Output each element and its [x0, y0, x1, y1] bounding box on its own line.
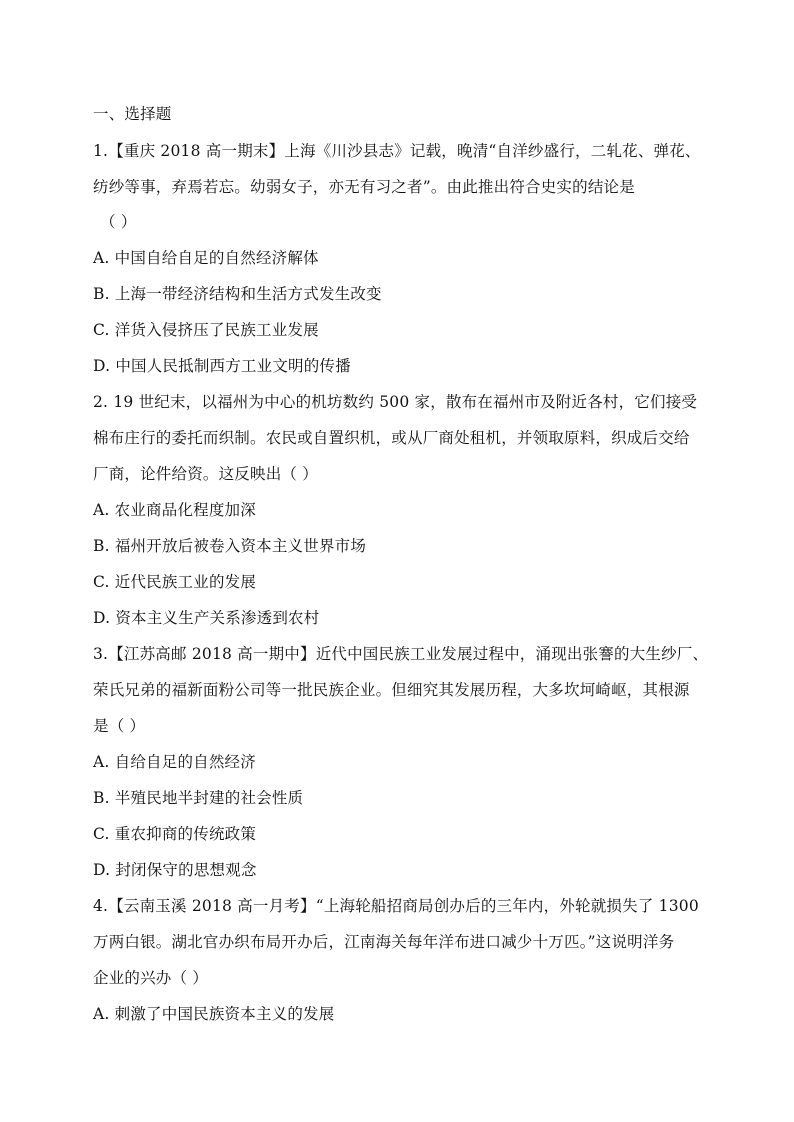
question-1-option-a: A. 中国自给自足的自然经济解体 [93, 249, 319, 267]
question-1-option-d: D. 中国人民抵制西方工业文明的传播 [93, 357, 351, 375]
question-3-option-a: A. 自给自足的自然经济 [93, 753, 256, 771]
question-1-option-c: C. 洋货入侵挤压了民族工业发展 [93, 321, 319, 339]
question-1-line-1: 1.【重庆 2018 高一期末】上海《川沙县志》记载，晚清“自洋纱盛行，二轧花、弹花、 [93, 142, 701, 160]
question-2-option-a: A. 农业商品化程度加深 [93, 501, 256, 519]
question-3-option-b: B. 半殖民地半封建的社会性质 [93, 789, 304, 807]
question-3-line-1: 3.【江苏高邮 2018 高一期中】近代中国民族工业发展过程中，涌现出张謇的大生纱厂、 [93, 645, 709, 663]
question-1-line-2: 纺纱等事，弃焉若忘。幼弱女子，亦无有习之者”。由此推出符合史实的结论是 [93, 178, 635, 196]
question-4-option-a: A. 刺激了中国民族资本主义的发展 [93, 1005, 335, 1023]
question-4-line-1: 4.【云南玉溪 2018 高一月考】“上海轮船招商局创办后的三年内，外轮就损失了 1300 [93, 897, 699, 915]
question-4-line-2: 万两白银。湖北官办织布局开办后，江南海关每年洋布进口减少十万匹。”这说明洋务 [93, 933, 675, 951]
question-2-option-b: B. 福州开放后被卷入资本主义世界市场 [93, 537, 367, 555]
question-1-line-3: （ ） [100, 213, 137, 231]
question-2-option-c: C. 近代民族工业的发展 [93, 573, 257, 591]
question-3-option-c: C. 重农抑商的传统政策 [93, 825, 257, 843]
question-2-option-d: D. 资本主义生产关系渗透到农村 [93, 609, 320, 627]
question-2-line-3: 厂商，论件给资。这反映出（ ） [93, 465, 318, 483]
question-3-line-3: 是（ ） [93, 717, 146, 735]
question-1-option-b: B. 上海一带经济结构和生活方式发生改变 [93, 285, 382, 303]
question-3-line-2: 荣氏兄弟的福新面粉公司等一批民族企业。但细究其发展历程，大多坎坷崎岖，其根源 [93, 681, 690, 699]
question-2-line-2: 棉布庄行的委托而织制。农民或自置织机，或从厂商处租机，并领取原料，织成后交给 [93, 429, 690, 447]
question-2-line-1: 2. 19 世纪末，以福州为中心的机坊数约 500 家，散布在福州市及附近各村，它们接受 [93, 393, 698, 411]
question-3-option-d: D. 封闭保守的思想观念 [93, 861, 257, 879]
section-title: 一、选择题 [93, 105, 172, 123]
question-4-line-3: 企业的兴办（ ） [93, 969, 209, 987]
